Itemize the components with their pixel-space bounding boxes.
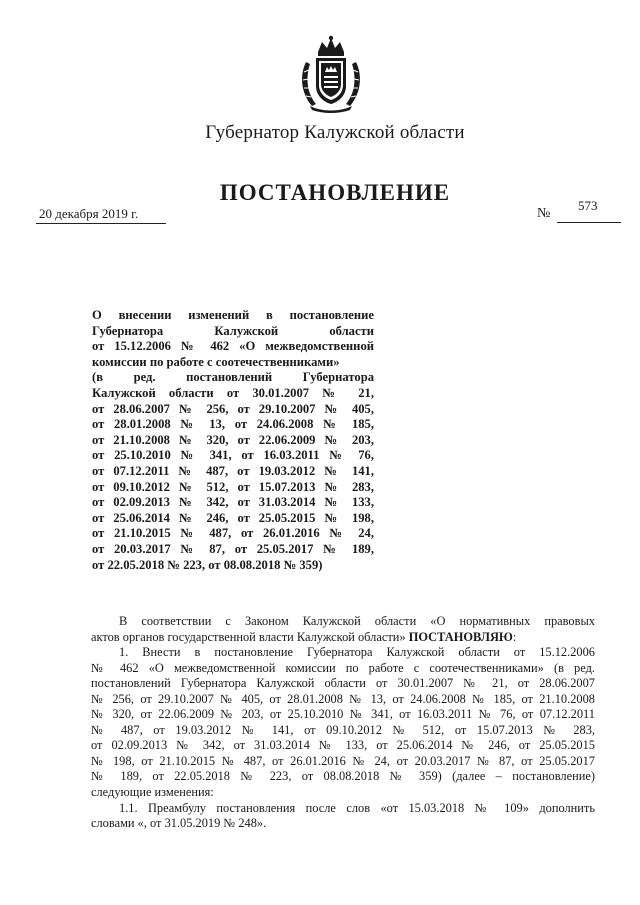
- intro-line: В соответствии с Законом Калужской области «О нормативных правовых: [119, 614, 595, 628]
- document-type-title: ПОСТАНОВЛЕНИЕ: [219, 180, 451, 205]
- date-underline: [36, 223, 166, 224]
- item1-line: № 320, от 22.06.2009 № 203, от 25.10.2010 № 341, от 16.03.2011 № 76, от 07.12.2011: [91, 707, 595, 722]
- heading-line: Губернатора Калужской области: [92, 323, 374, 338]
- item1-line: № 487, от 19.03.2012 № 141, от 09.10.2012 № 512, от 15.07.2013 № 283,: [91, 722, 595, 737]
- heading-line: от 25.06.2014 № 246, от 25.05.2015 № 198,: [92, 510, 374, 525]
- heading-line: от 21.10.2015 № 487, от 26.01.2016 № 24,: [92, 526, 374, 541]
- intro-line: [91, 630, 595, 646]
- heading-line: от 02.09.2013 № 342, от 31.03.2014 № 133,: [92, 495, 374, 510]
- heading-line: О внесении изменений в постановление: [92, 308, 374, 322]
- heading-line: комиссии по работе с соотечественниками»: [92, 354, 340, 369]
- heading-line: от 28.01.2008 № 13, от 24.06.2008 № 185,: [92, 417, 374, 432]
- heading-line: от 15.12.2006 № 462 «О межведомственной: [92, 339, 374, 354]
- item1-line: № 198, от 21.10.2015 № 487, от 26.01.2016 № 24, от 20.03.2017 № 87, от 25.05.2017: [91, 753, 595, 768]
- item11-line: 1.1. Преамбулу постановления после слов «от 15.03.2018 № 109» дополнить: [119, 800, 595, 815]
- decree-word: ПОСТАНОВЛЯЮ: [408, 629, 513, 644]
- heading-line: (в ред. постановлений Губернатора: [92, 370, 374, 385]
- document-number: 573: [578, 198, 598, 213]
- document-heading: [92, 308, 374, 573]
- heading-line: от 22.05.2018 № 223, от 08.08.2018 № 359): [92, 557, 323, 572]
- decree-colon: :: [512, 629, 517, 644]
- number-underline: [557, 222, 621, 223]
- intro-line-text: актов органов государственной власти Калужской области»: [91, 629, 406, 644]
- heading-line: от 25.10.2010 № 341, от 16.03.2011 № 76,: [92, 448, 374, 463]
- item1-line: 1. Внести в постановление Губернатора Калужской области от 15.12.2006: [119, 645, 595, 660]
- number-sign: №: [537, 206, 551, 221]
- item11-line: словами «, от 31.05.2019 № 248».: [91, 816, 267, 831]
- heading-line: от 20.03.2017 № 87, от 25.05.2017 № 189,: [92, 541, 374, 556]
- kaluga-coat-of-arms-icon: [296, 34, 366, 114]
- document-body: [91, 614, 595, 832]
- heading-line: от 21.10.2008 № 320, от 22.06.2009 № 203,: [92, 432, 374, 447]
- item1-line: № 462 «О межведомственной комиссии по работе с соотечественниками» (в ред.: [91, 660, 595, 675]
- issuing-authority: Губернатор Калужской области: [205, 122, 465, 143]
- item1-line: № 189, от 22.05.2018 № 223, от 08.08.2018 № 359) (далее – постановление): [91, 769, 595, 784]
- item1-line: от 02.09.2013 № 342, от 31.03.2014 № 133, от 25.06.2014 № 246, от 25.05.2015: [91, 738, 595, 753]
- heading-line: Калужской области от 30.01.2007 № 21,: [92, 385, 374, 400]
- item1-line: следующие изменения:: [91, 785, 214, 800]
- heading-line: от 09.10.2012 № 512, от 15.07.2013 № 283,: [92, 479, 374, 494]
- document-date: 20 декабря 2019 г.: [39, 206, 139, 221]
- heading-line: от 07.12.2011 № 487, от 19.03.2012 № 141,: [92, 463, 374, 478]
- item1-line: постановлений Губернатора Калужской области от 30.01.2007 № 21, от 28.06.2007: [91, 676, 595, 691]
- item1-line: № 256, от 29.10.2007 № 405, от 28.01.2008 № 13, от 24.06.2008 № 185, от 21.10.2008: [91, 691, 595, 706]
- heading-line: от 28.06.2007 № 256, от 29.10.2007 № 405,: [92, 401, 374, 416]
